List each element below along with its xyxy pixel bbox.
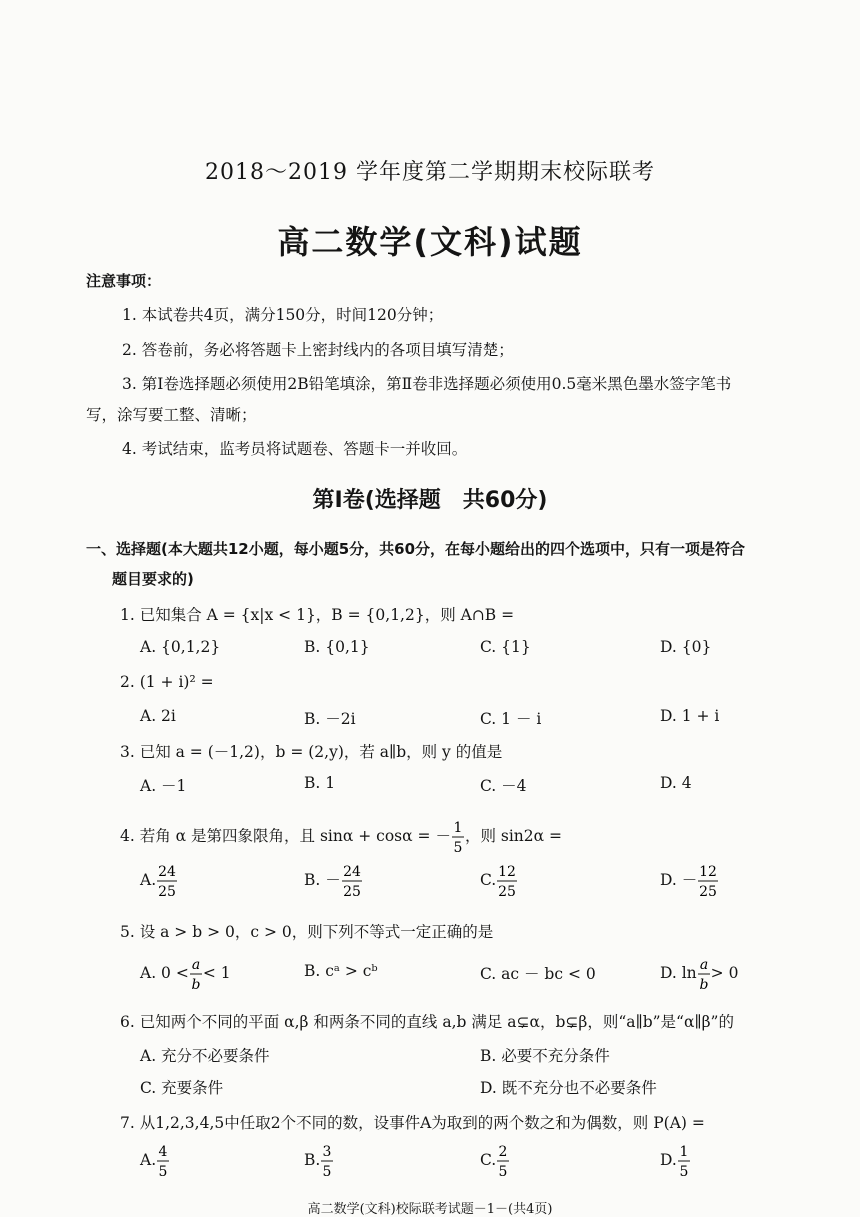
option-fraction	[156, 1142, 170, 1180]
note-item: 3. 第Ⅰ卷选择题必须使用2B铅笔填涂，第Ⅱ卷非选择题必须使用0.5毫米黑色墨水签字笔书	[122, 375, 732, 393]
exam-title: 高二数学(文科)试题	[277, 223, 583, 261]
q4-stem-text: 4. 若角 α 是第四象限角，且 sinα + cosα = －	[120, 827, 451, 845]
option-fraction	[496, 1142, 510, 1180]
fraction-denominator: 25	[158, 884, 177, 900]
fraction-numerator: 24	[342, 864, 361, 880]
fraction-denominator: 5	[453, 840, 463, 856]
q1-option-a: A. {0,1,2}	[140, 638, 221, 656]
q4-stem-fraction	[451, 818, 465, 856]
note-item-continued: 写，涂写要工整、清晰；	[86, 406, 257, 424]
option-label: C.	[480, 1151, 497, 1169]
fraction-denominator: b	[191, 977, 201, 993]
question-3-stem: 3. 已知 a = (－1,2)，b = (2,y)，若 a∥b，则 y 的值是	[120, 743, 503, 761]
option-label: A. 0 <	[140, 964, 189, 982]
fraction-denominator: 25	[342, 884, 361, 900]
fraction-numerator: a	[191, 957, 201, 973]
option-fraction	[320, 1142, 334, 1180]
option-fraction	[697, 862, 719, 900]
q1-option-c: C. {1}	[480, 638, 531, 656]
q5-option-c: C. ac － bc < 0	[480, 965, 596, 983]
option-label: B.	[304, 1151, 321, 1169]
question-6-stem: 6. 已知两个不同的平面 α,β 和两条不同的直线 a,b 满足 a⊊α，b⊊β，则“a∥b”是“α∥β”的	[120, 1013, 734, 1031]
q2-option-d: D. 1 + i	[660, 707, 720, 725]
note-item: 4. 考试结束，监考员将试题卷、答题卡一并收回。	[122, 440, 468, 458]
option-label: D. ln	[660, 964, 697, 982]
option-label: B. －	[304, 871, 341, 889]
exam-subtitle: 2018～2019 学年度第二学期期末校际联考	[205, 160, 655, 185]
option-label: C.	[480, 871, 497, 889]
option-label: A.	[140, 871, 157, 889]
q3-option-d: D. 4	[660, 774, 692, 792]
q5-option-a	[140, 955, 231, 993]
question-5-stem: 5. 设 a > b > 0，c > 0，则下列不等式一定正确的是	[120, 923, 494, 941]
question-2-stem: 2. (1 + i)² =	[120, 673, 214, 691]
q4-option-d	[660, 862, 719, 900]
fraction-numerator: 1	[453, 820, 463, 836]
note-item: 1. 本试卷共4页，满分150分，时间120分钟；	[122, 306, 444, 324]
option-fraction	[156, 862, 178, 900]
option-label: A.	[140, 1151, 157, 1169]
option-fraction	[677, 1142, 691, 1180]
fraction-numerator: 2	[498, 1144, 508, 1160]
q3-option-a: A. －1	[140, 777, 187, 795]
q4-option-b	[304, 862, 363, 900]
question-1-stem: 1. 已知集合 A = {x|x < 1}，B = {0,1,2}，则 A∩B =	[120, 606, 515, 624]
fraction-denominator: 5	[322, 1164, 332, 1180]
fraction-numerator: a	[699, 957, 708, 973]
fraction-numerator: 3	[322, 1144, 332, 1160]
option-fraction	[189, 955, 203, 993]
q6-option-d: D. 既不充分也不必要条件	[480, 1079, 657, 1097]
q7-option-d	[660, 1142, 691, 1180]
fraction-denominator: b	[699, 977, 709, 993]
fraction-numerator: 1	[679, 1144, 689, 1160]
option-fraction	[341, 862, 363, 900]
fraction-denominator: 25	[498, 884, 517, 900]
q6-option-c: C. 充要条件	[140, 1079, 224, 1097]
q5-option-d	[660, 955, 738, 993]
q2-option-b: B. －2i	[304, 710, 356, 728]
option-label: D. －	[660, 871, 698, 889]
question-4-stem	[120, 818, 562, 856]
notes-heading: 注意事项：	[86, 272, 162, 290]
fraction-numerator: 12	[699, 864, 718, 880]
note-item: 2. 答卷前，务必将答题卡上密封线内的各项目填写清楚；	[122, 341, 514, 359]
q4-option-a	[140, 862, 178, 900]
fraction-numerator: 4	[158, 1144, 168, 1160]
part-heading-continued: 题目要求的)	[112, 570, 194, 588]
q7-option-c	[480, 1142, 510, 1180]
fraction-numerator: 12	[498, 864, 517, 880]
q1-option-d: D. {0}	[660, 638, 712, 656]
option-fraction	[496, 862, 518, 900]
q6-option-b: B. 必要不充分条件	[480, 1047, 610, 1065]
fraction-numerator: 24	[158, 864, 177, 880]
option-fraction	[697, 955, 711, 993]
q2-option-c: C. 1 － i	[480, 710, 542, 728]
page-footer: 高二数学(文科)校际联考试题－1－(共4页)	[307, 1202, 553, 1217]
section-title: 第Ⅰ卷(选择题 共60分)	[312, 488, 548, 513]
q2-option-a: A. 2i	[140, 707, 176, 725]
fraction-denominator: 25	[699, 884, 718, 900]
q3-option-b: B. 1	[304, 774, 336, 792]
q4-option-c	[480, 862, 518, 900]
q7-option-b	[304, 1142, 334, 1180]
question-7-stem: 7. 从1,2,3,4,5中任取2个不同的数，设事件A为取到的两个数之和为偶数，则 P(A) =	[120, 1114, 705, 1132]
q7-option-a	[140, 1142, 170, 1180]
q5-option-b: B. cᵃ > cᵇ	[304, 962, 378, 980]
q4-stem-text-end: ，则 sin2α =	[464, 827, 563, 845]
option-text-end: < 1	[202, 964, 231, 982]
q3-option-c: C. －4	[480, 777, 527, 795]
part-heading: 一、选择题(本大题共12小题，每小题5分，共60分，在每小题给出的四个选项中，只有一项是符合	[86, 540, 746, 558]
q6-option-a: A. 充分不必要条件	[140, 1047, 270, 1065]
q1-option-b: B. {0,1}	[304, 638, 370, 656]
fraction-denominator: 5	[498, 1164, 508, 1180]
fraction-denominator: 5	[158, 1164, 168, 1180]
option-label: D.	[660, 1151, 677, 1169]
fraction-denominator: 5	[679, 1164, 689, 1180]
option-text-end: > 0	[710, 964, 739, 982]
